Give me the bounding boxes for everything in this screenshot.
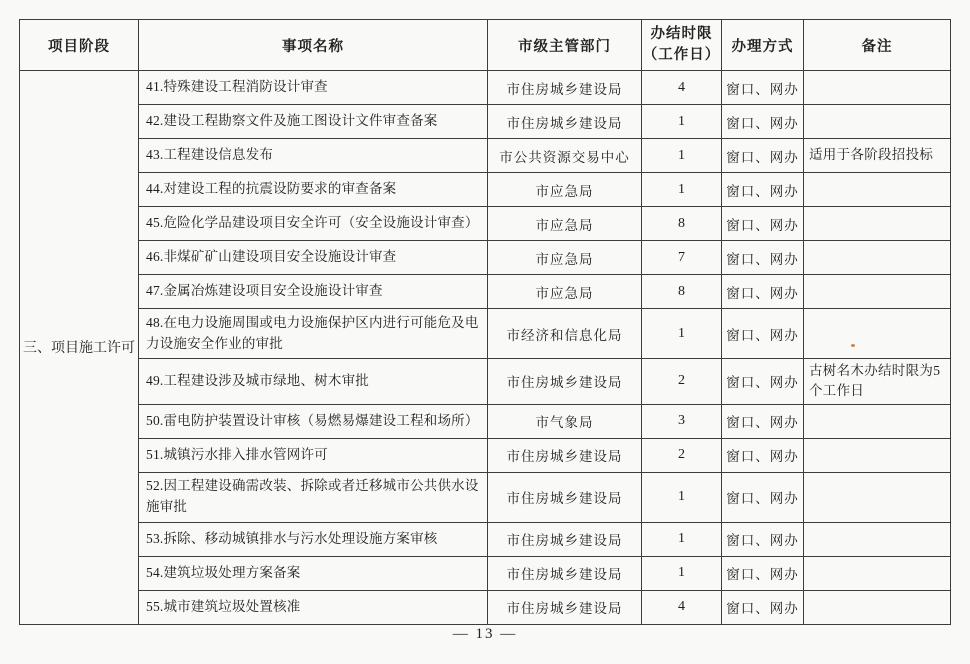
remark-cell (804, 556, 951, 590)
item-name-cell: 53.拆除、移动城镇排水与污水处理设施方案审核 (139, 522, 488, 556)
department-cell: 市住房城乡建设局 (488, 71, 642, 105)
department-cell: 市住房城乡建设局 (488, 359, 642, 405)
department-cell: 市应急局 (488, 207, 642, 241)
department-cell: 市气象局 (488, 404, 642, 438)
item-name-cell: 52.因工程建设确需改装、拆除或者迁移城市公共供水设施审批 (139, 472, 488, 522)
table-row (20, 472, 951, 522)
method-cell: 窗口、网办 (722, 139, 804, 173)
scan-speckle (851, 344, 855, 347)
item-name-cell: 46.非煤矿矿山建设项目安全设施设计审查 (139, 241, 488, 275)
days-cell: 1 (642, 105, 722, 139)
table-row (20, 139, 951, 173)
table-row (20, 556, 951, 590)
item-name-cell: 49.工程建设涉及城市绿地、树木审批 (139, 359, 488, 405)
remark-cell (804, 241, 951, 275)
method-cell: 窗口、网办 (722, 207, 804, 241)
department-cell: 市住房城乡建设局 (488, 590, 642, 624)
department-cell: 市住房城乡建设局 (488, 556, 642, 590)
remark-cell (804, 173, 951, 207)
department-cell: 市应急局 (488, 275, 642, 309)
table-row (20, 309, 951, 359)
method-cell: 窗口、网办 (722, 71, 804, 105)
method-cell: 窗口、网办 (722, 590, 804, 624)
remark-cell (804, 472, 951, 522)
department-cell: 市住房城乡建设局 (488, 472, 642, 522)
remark-cell: 古树名木办结时限为5个工作日 (804, 359, 951, 405)
col-header-stage: 项目阶段 (20, 20, 139, 71)
table-row (20, 241, 951, 275)
col-header-item-name: 事项名称 (139, 20, 488, 71)
item-name-cell: 50.雷电防护装置设计审核（易燃易爆建设工程和场所） (139, 404, 488, 438)
method-cell: 窗口、网办 (722, 438, 804, 472)
table-row (20, 590, 951, 624)
table-row (20, 522, 951, 556)
method-cell: 窗口、网办 (722, 522, 804, 556)
remark-cell (804, 207, 951, 241)
item-name-cell: 41.特殊建设工程消防设计审查 (139, 71, 488, 105)
days-cell: 1 (642, 139, 722, 173)
col-header-department: 市级主管部门 (488, 20, 642, 71)
remark-cell (804, 590, 951, 624)
col-header-method: 办理方式 (722, 20, 804, 71)
services-table (19, 19, 951, 625)
remark-cell (804, 275, 951, 309)
method-cell: 窗口、网办 (722, 556, 804, 590)
days-cell: 8 (642, 275, 722, 309)
department-cell: 市经济和信息化局 (488, 309, 642, 359)
days-cell: 1 (642, 472, 722, 522)
table-row (20, 359, 951, 405)
table-row (20, 275, 951, 309)
days-cell: 1 (642, 309, 722, 359)
remark-cell (804, 309, 951, 359)
col-header-days-line2: （工作日） (642, 47, 721, 63)
method-cell: 窗口、网办 (722, 275, 804, 309)
days-cell: 3 (642, 404, 722, 438)
remark-cell (804, 522, 951, 556)
method-cell: 窗口、网办 (722, 173, 804, 207)
item-name-cell: 45.危险化学品建设项目安全许可（安全设施设计审查） (139, 207, 488, 241)
department-cell: 市住房城乡建设局 (488, 105, 642, 139)
remark-cell (804, 105, 951, 139)
days-cell: 2 (642, 359, 722, 405)
days-cell: 1 (642, 556, 722, 590)
item-name-cell: 55.城市建筑垃圾处置核准 (139, 590, 488, 624)
table-row (20, 438, 951, 472)
item-name-cell: 47.金属冶炼建设项目安全设施设计审查 (139, 275, 488, 309)
days-cell: 1 (642, 173, 722, 207)
remark-cell: 适用于各阶段招投标 (804, 139, 951, 173)
col-header-remark: 备注 (804, 20, 951, 71)
days-cell: 4 (642, 71, 722, 105)
table-row (20, 173, 951, 207)
days-cell: 8 (642, 207, 722, 241)
method-cell: 窗口、网办 (722, 309, 804, 359)
method-cell: 窗口、网办 (722, 472, 804, 522)
item-name-cell: 51.城镇污水排入排水管网许可 (139, 438, 488, 472)
page-number: — 13 — (452, 626, 518, 642)
table-row (20, 105, 951, 139)
stage-group-cell: 三、项目施工许可 (20, 71, 139, 625)
days-cell: 2 (642, 438, 722, 472)
item-name-cell: 48.在电力设施周围或电力设施保护区内进行可能危及电力设施安全作业的审批 (139, 309, 488, 359)
days-cell: 4 (642, 590, 722, 624)
department-cell: 市应急局 (488, 241, 642, 275)
item-name-cell: 44.对建设工程的抗震设防要求的审查备案 (139, 173, 488, 207)
department-cell: 市公共资源交易中心 (488, 139, 642, 173)
department-cell: 市住房城乡建设局 (488, 522, 642, 556)
item-name-cell: 42.建设工程勘察文件及施工图设计文件审查备案 (139, 105, 488, 139)
method-cell: 窗口、网办 (722, 241, 804, 275)
header-row (20, 20, 951, 71)
col-header-days (642, 20, 722, 71)
method-cell: 窗口、网办 (722, 404, 804, 438)
method-cell: 窗口、网办 (722, 105, 804, 139)
remark-cell (804, 438, 951, 472)
method-cell: 窗口、网办 (722, 359, 804, 405)
days-cell: 7 (642, 241, 722, 275)
table-row (20, 404, 951, 438)
remark-cell (804, 71, 951, 105)
days-cell: 1 (642, 522, 722, 556)
remark-cell (804, 404, 951, 438)
item-name-cell: 43.工程建设信息发布 (139, 139, 488, 173)
department-cell: 市住房城乡建设局 (488, 438, 642, 472)
table-row (20, 207, 951, 241)
table-row (20, 71, 951, 105)
department-cell: 市应急局 (488, 173, 642, 207)
item-name-cell: 54.建筑垃圾处理方案备案 (139, 556, 488, 590)
col-header-days-line1: 办结时限 (650, 25, 713, 42)
